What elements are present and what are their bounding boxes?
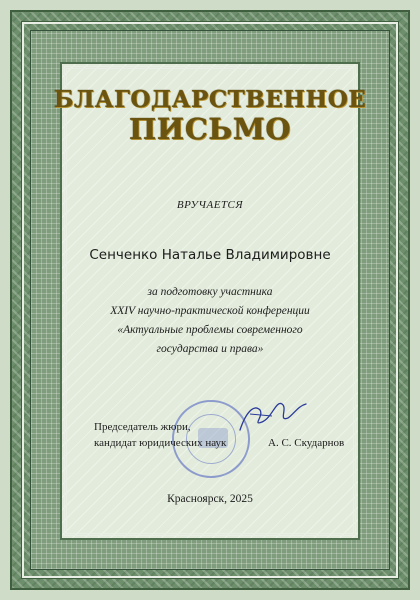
reason-line-4: государства и права» — [156, 343, 264, 355]
reason-line-3: «Актуальные проблемы современного — [117, 324, 303, 336]
title-line-1: БЛАГОДАРСТВЕННОЕ — [53, 86, 367, 113]
title-line-2: ПИСЬМО — [128, 112, 292, 146]
reason-line-1: за подготовку участника — [147, 286, 273, 298]
signatory-role-line-2: кандидат юридических наук — [94, 437, 227, 449]
signatory-role-line-1: Председатель жюри, — [94, 421, 191, 433]
place-date: Красноярск, 2025 — [167, 493, 253, 505]
recipient-name: Сенченко Наталье Владимировне — [89, 247, 331, 263]
reason-line-2: XXIV научно-практической конференции — [110, 305, 310, 317]
signatory-name: А. С. Скударнов — [268, 437, 345, 449]
handwritten-signature — [232, 392, 312, 442]
awarded-label: ВРУЧАЕТСЯ — [176, 199, 244, 211]
